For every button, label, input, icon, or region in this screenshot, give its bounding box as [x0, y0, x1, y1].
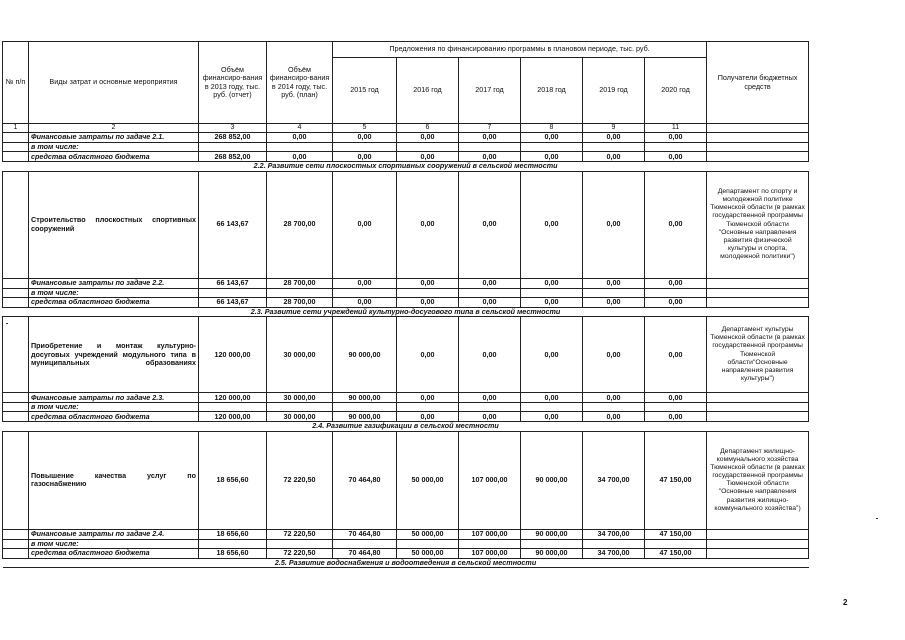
total-value: 0,00	[267, 133, 333, 143]
header-proposals: Предложения по финансированию программы в плановом периоде, тыс. руб.	[333, 42, 707, 58]
total-value: 90 000,00	[521, 529, 583, 539]
section-title: 2.2. Развитие сети плоскостных спортивных сооружений в сельской местности	[3, 162, 809, 171]
header-year: 2015 год	[333, 58, 397, 124]
header-year: 2017 год	[459, 58, 521, 124]
col-number: 6	[397, 124, 459, 133]
activity-value: 90 000,00	[521, 431, 583, 529]
total-value: 47 150,00	[645, 529, 707, 539]
total-value: 0,00	[397, 278, 459, 288]
activity-value: 107 000,00	[459, 431, 521, 529]
budget-value: 18 656,60	[199, 549, 267, 559]
total-value: 0,00	[583, 278, 645, 288]
budget-value: 47 150,00	[645, 549, 707, 559]
col-number: 1	[3, 124, 29, 133]
activity-value: 70 464,80	[333, 431, 397, 529]
budget-value: 90 000,00	[333, 412, 397, 422]
total-label: Финансовые затраты по задаче 2.2.	[29, 278, 199, 288]
col-number: 5	[333, 124, 397, 133]
col-number: 7	[459, 124, 521, 133]
in-that-number-label: в том числе:	[29, 403, 199, 412]
activity-value: 0,00	[645, 317, 707, 393]
regional-budget-label: средства областного бюджета	[29, 412, 199, 422]
activity-value: 0,00	[521, 317, 583, 393]
budget-value: 268 852,00	[199, 152, 267, 162]
total-value: 0,00	[583, 133, 645, 143]
budget-value: 0,00	[397, 297, 459, 307]
budget-value: 0,00	[459, 152, 521, 162]
budget-value: 70 464,80	[333, 549, 397, 559]
total-value: 0,00	[459, 278, 521, 288]
scan-speck	[6, 323, 8, 324]
budget-value: 0,00	[521, 152, 583, 162]
header-year: 2020 год	[645, 58, 707, 124]
total-value: 0,00	[333, 133, 397, 143]
budget-value: 0,00	[459, 412, 521, 422]
col-number: 11	[645, 124, 707, 133]
activity-value: 47 150,00	[645, 431, 707, 529]
budget-value: 0,00	[645, 412, 707, 422]
total-value: 107 000,00	[459, 529, 521, 539]
header-type: Виды затрат и основные мероприятия	[29, 42, 199, 124]
total-value: 0,00	[521, 133, 583, 143]
financing-table	[2, 41, 809, 568]
regional-budget-label: средства областного бюджета	[29, 152, 199, 162]
page-number: 2	[843, 598, 848, 607]
budget-value: 0,00	[521, 412, 583, 422]
activity-value: 0,00	[397, 171, 459, 278]
budget-value: 66 143,67	[199, 297, 267, 307]
total-value: 34 700,00	[583, 529, 645, 539]
recipient: Департамент по спорту и молодежной политике Тюменской области (в рамках государственной программы Тюменской области "Основные направления развития физической культуры и спорта, молодежной политики")	[707, 171, 809, 278]
total-value: 268 852,00	[199, 133, 267, 143]
total-value: 30 000,00	[267, 393, 333, 403]
total-value: 0,00	[333, 278, 397, 288]
total-value: 0,00	[521, 393, 583, 403]
activity-value: 30 000,00	[267, 317, 333, 393]
total-value: 0,00	[397, 133, 459, 143]
budget-value: 0,00	[333, 297, 397, 307]
budget-value: 0,00	[521, 297, 583, 307]
total-value: 0,00	[521, 278, 583, 288]
header-2014: Объём финансиро-вания в 2014 году, тыс. руб. (план)	[267, 42, 333, 124]
section-title: 2.5. Развитие водоснабжения и водоотведения в сельской местности	[3, 559, 809, 568]
col-number: 3	[199, 124, 267, 133]
activity-value: 50 000,00	[397, 431, 459, 529]
activity-value: 0,00	[583, 317, 645, 393]
activity-value: 66 143,67	[199, 171, 267, 278]
col-number: 8	[521, 124, 583, 133]
regional-budget-label: средства областного бюджета	[29, 297, 199, 307]
total-label: Финансовые затраты по задаче 2.1.	[29, 133, 199, 143]
regional-budget-label: средства областного бюджета	[29, 549, 199, 559]
header-2013: Объём финансиро-вания в 2013 году, тыс. руб. (отчет)	[199, 42, 267, 124]
in-that-number-label: в том числе:	[29, 143, 199, 152]
budget-value: 28 700,00	[267, 297, 333, 307]
total-value: 0,00	[645, 278, 707, 288]
total-value: 66 143,67	[199, 278, 267, 288]
total-label: Финансовые затраты по задаче 2.4.	[29, 529, 199, 539]
section-title: 2.4. Развитие газификации в сельской местности	[3, 422, 809, 431]
header-year: 2019 год	[583, 58, 645, 124]
activity-value: 120 000,00	[199, 317, 267, 393]
budget-value: 90 000,00	[521, 549, 583, 559]
scan-speck	[876, 518, 878, 519]
activity-value: 0,00	[583, 171, 645, 278]
activity-value: 0,00	[521, 171, 583, 278]
col-number: 4	[267, 124, 333, 133]
header-num: № п/п	[3, 42, 29, 124]
budget-value: 0,00	[397, 412, 459, 422]
budget-value: 120 000,00	[199, 412, 267, 422]
budget-value: 0,00	[583, 412, 645, 422]
activity-name: Строительство плоскостных спортивных сооружений	[29, 171, 199, 278]
total-value: 28 700,00	[267, 278, 333, 288]
budget-value: 30 000,00	[267, 412, 333, 422]
total-value: 72 220,50	[267, 529, 333, 539]
activity-value: 0,00	[397, 317, 459, 393]
recipient: Департамент жилищно-коммунального хозяйства Тюменской области (в рамках государственной программы Тюменской области "Основные направления развития жилищно-коммунального хозяйства")	[707, 431, 809, 529]
activity-value: 0,00	[459, 171, 521, 278]
budget-value: 0,00	[583, 152, 645, 162]
total-value: 50 000,00	[397, 529, 459, 539]
in-that-number-label: в том числе:	[29, 539, 199, 548]
total-value: 0,00	[459, 133, 521, 143]
header-recipients: Получатели бюджетных средств	[707, 42, 809, 124]
total-value: 18 656,60	[199, 529, 267, 539]
recipient: Департамент культуры Тюменской области (в рамках государственной программы Тюменской области"Основные направления развития культуры")	[707, 317, 809, 393]
budget-value: 0,00	[645, 297, 707, 307]
activity-value: 18 656,60	[199, 431, 267, 529]
activity-value: 28 700,00	[267, 171, 333, 278]
total-label: Финансовые затраты по задаче 2.3.	[29, 393, 199, 403]
budget-value: 0,00	[267, 152, 333, 162]
total-value: 70 464,80	[333, 529, 397, 539]
in-that-number-label: в том числе:	[29, 288, 199, 297]
total-value: 0,00	[583, 393, 645, 403]
col-number: 2	[29, 124, 199, 133]
activity-value: 90 000,00	[333, 317, 397, 393]
total-value: 0,00	[645, 133, 707, 143]
header-year: 2018 год	[521, 58, 583, 124]
budget-value: 0,00	[397, 152, 459, 162]
total-value: 0,00	[397, 393, 459, 403]
activity-value: 0,00	[459, 317, 521, 393]
activity-value: 72 220,50	[267, 431, 333, 529]
budget-value: 0,00	[333, 152, 397, 162]
budget-value: 72 220,50	[267, 549, 333, 559]
header-year: 2016 год	[397, 58, 459, 124]
budget-value: 0,00	[459, 297, 521, 307]
budget-value: 107 000,00	[459, 549, 521, 559]
budget-value: 0,00	[583, 297, 645, 307]
budget-value: 0,00	[645, 152, 707, 162]
col-number	[707, 124, 809, 133]
col-number: 9	[583, 124, 645, 133]
budget-value: 34 700,00	[583, 549, 645, 559]
section-title: 2.3. Развитие сети учреждений культурно-досугового типа в сельской местности	[3, 307, 809, 316]
total-value: 120 000,00	[199, 393, 267, 403]
budget-value: 50 000,00	[397, 549, 459, 559]
activity-value: 0,00	[645, 171, 707, 278]
total-value: 90 000,00	[333, 393, 397, 403]
activity-name: Приобретение и монтаж культурно-досуговых учреждений модульного типа в муниципальных образованиях	[29, 317, 199, 393]
activity-value: 0,00	[333, 171, 397, 278]
total-value: 0,00	[459, 393, 521, 403]
total-value: 0,00	[645, 393, 707, 403]
activity-value: 34 700,00	[583, 431, 645, 529]
activity-name: Повышение качества услуг по газоснабжению	[29, 431, 199, 529]
